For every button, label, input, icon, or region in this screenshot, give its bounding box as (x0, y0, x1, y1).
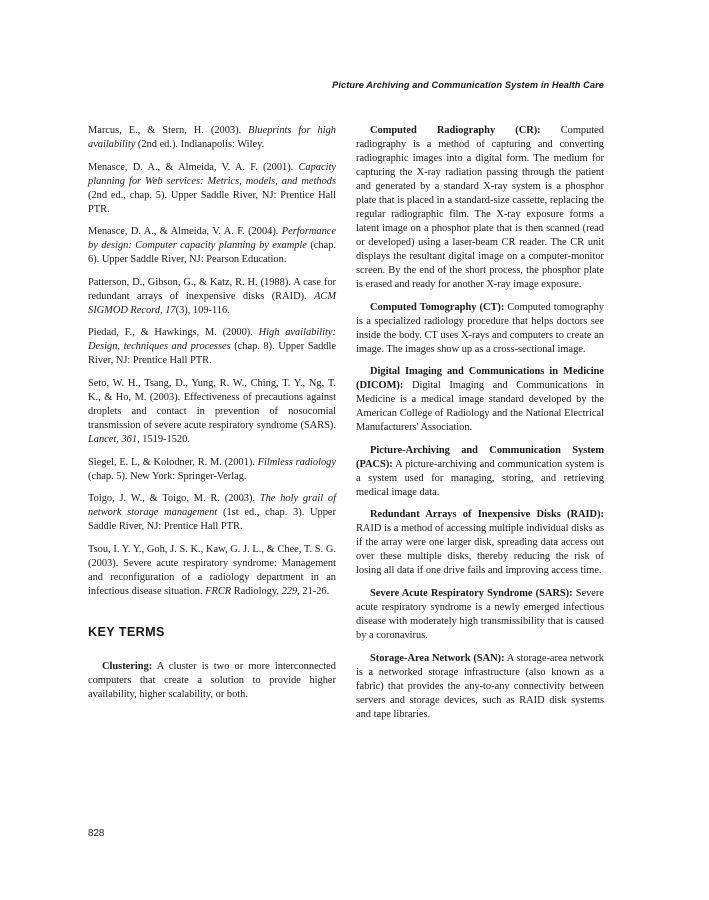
key-term-name: Computed Radiography (CR): (370, 125, 541, 136)
reference-title: Blueprints for high availability (88, 125, 336, 150)
reference-authors: Toigo, J. W., & Toigo, M. R. (2003). (88, 493, 260, 505)
key-terms-heading: KEY TERMS (88, 624, 165, 639)
reference-pages: , 21-26. (297, 585, 330, 597)
key-term-name: Picture-Archiving and Communication System (PACS): (356, 444, 604, 470)
reference-volume: 229 (281, 585, 298, 597)
reference-details: (2nd ed.). Indianapolis: Wiley. (135, 139, 265, 150)
reference-entry (88, 225, 336, 267)
key-term-definition: A cluster is two or more interconnected computers that create a solution to provide higher availability, higher scalability, or both. (88, 660, 336, 700)
reference-entry (88, 161, 336, 217)
reference-entry (88, 492, 336, 534)
reference-title: High availability: Design, techniques and processes (88, 327, 337, 353)
key-term-definition: A picture-archiving and communication system is a system used for managing, storing, and retrieving medical image data. (356, 458, 604, 498)
key-term-definition: Computed tomography is a specialized radiology procedure that helps doctors see inside the body. CT uses X-rays and computers to create an image. The images show up as a cross-sectional image. (356, 301, 604, 355)
key-term-definition: Severe acute respiratory syndrome is a newly emerged infectious disease with moderately high transmissibility that is caused by a coronavirus. (356, 587, 604, 641)
reference-authors: Marcus, E., & Stern, H. (2003). (88, 125, 249, 136)
key-term-definition: A storage-area network is a networked storage infrastructure (also known as a fabric) that provides the any-to-any connectivity between servers and storage devices, such as RAID disk systems and tape libraries. (356, 652, 604, 720)
key-term-name: Storage-Area Network (SAN): (370, 652, 505, 664)
key-term-definition: Digital Imaging and Communications in Medicine is a medical image standard developed by the American College of Radiology and the National Electrical Manufacturers' Association. (356, 380, 604, 434)
reference-title: The holy grail of network storage management (88, 493, 336, 519)
page-number: 828 (88, 828, 105, 839)
reference-details: Radiology, (231, 585, 282, 597)
reference-authors: Siegel, E. L, & Kolodner, R. M. (2001). (88, 456, 258, 468)
reference-title: ACM SIGMOD Record, 17 (88, 290, 336, 316)
key-term-definition: Computed radiography is a method of capturing and converting radiographic images into a digital form. The medium for capturing the X-ray radiation passing through the patient and generated by a standard X-ray system is a phosphor plate that is placed in a standard-size cassette, replacing the regular radiographic film. The X-ray exposure forms a latent image on a phosphor plate that is then scanned (read or developed) using a laser-beam CR reader. The CR unit displays the resultant digital image on a computer-monitor screen. By the end of the short process, the phosphor plate is erased and ready for another X-ray image exposure. (356, 125, 604, 290)
key-term-entry (356, 444, 604, 500)
reference-authors: Menasce, D. A., & Almeida, V. A. F. (2001). (88, 161, 299, 173)
reference-details: (2nd ed., chap. 5). Upper Saddle River, NJ: Prentice Hall PTR. (88, 189, 336, 215)
reference-authors: Seto, W. H., Tsang, D., Yung, R. W., Ching, T. Y., Ng, T. K., & Ho, M. (2003). Effectiveness of precautions against droplets and contact in prevention of nosocomial transmission of severe acute respiratory syndrome (SARS). (88, 377, 336, 431)
reference-list (88, 124, 336, 599)
reference-entry (88, 276, 336, 318)
key-term-name: Clustering: (102, 660, 153, 672)
reference-title: Capacity planning for Web services: Metrics, models, and methods (88, 161, 336, 187)
reference-details: (chap. 6). Upper Saddle River, NJ: Pearson Education. (88, 240, 336, 266)
reference-authors: Patterson, D., Gibson, G., & Katz, R. H. (1988). A case for redundant arrays of inexpensive disks (RAID). (88, 276, 336, 302)
reference-entry (88, 543, 336, 599)
reference-entry (88, 377, 336, 447)
reference-entry (88, 326, 336, 368)
reference-entry (88, 456, 336, 484)
key-term-entry (356, 587, 604, 643)
key-term-definition: RAID is a method of accessing multiple individual disks as if the array were one larger disk, spreading data access out over these multiple disks, thereby reducing the risk of losing all data if one drive fails and improving access time. (356, 523, 604, 577)
reference-details: (1st ed., chap. 3). Upper Saddle River, NJ: Prentice Hall PTR. (88, 507, 337, 533)
reference-title: FRCR (205, 585, 232, 597)
key-term-entry (356, 508, 604, 578)
left-column (88, 124, 336, 710)
reference-details: (chap. 5). New York: Springer-Verlag. (88, 470, 247, 482)
reference-authors: Tsou, I. Y. Y., Goh, J. S. K., Kaw, G. J. L., & Chee, T. S. G. (2003). Severe acute respiratory syndrome: Management and reconfiguration of a radiology department in an infectious disease situation. (88, 543, 336, 597)
running-header: Picture Archiving and Communication System in Health Care (332, 80, 604, 90)
key-term-entry (88, 660, 336, 702)
key-term-entry (356, 365, 604, 435)
reference-details: (3), 109-116. (175, 304, 230, 316)
key-term-name: Computed Tomography (CT): (370, 301, 505, 313)
reference-details: , 1519-1520. (137, 433, 190, 445)
reference-authors: Piedad, F., & Hawkings, M. (2000). (88, 327, 259, 339)
key-term-name: Redundant Arrays of Inexpensive Disks (RAID): (370, 509, 604, 521)
reference-details: (chap. 8). Upper Saddle River, NJ: Prentice Hall PTR. (88, 341, 336, 367)
key-term-entry (356, 652, 604, 722)
key-term-name: Digital Imaging and Communications in Medicine (DICOM): (356, 366, 604, 392)
key-term-entry (356, 301, 604, 357)
reference-title: Performance by design: Computer capacity planning by example (88, 226, 336, 252)
reference-title: Filmless radiology (257, 456, 336, 468)
key-term-name: Severe Acute Respiratory Syndrome (SARS): (370, 587, 573, 599)
reference-entry (88, 124, 336, 152)
reference-authors: Menasce, D. A., & Almeida, V. A. F. (2004). (88, 226, 282, 238)
right-column (356, 124, 604, 730)
key-term-entry (356, 124, 604, 292)
reference-title: Lancet, 361 (88, 433, 138, 445)
